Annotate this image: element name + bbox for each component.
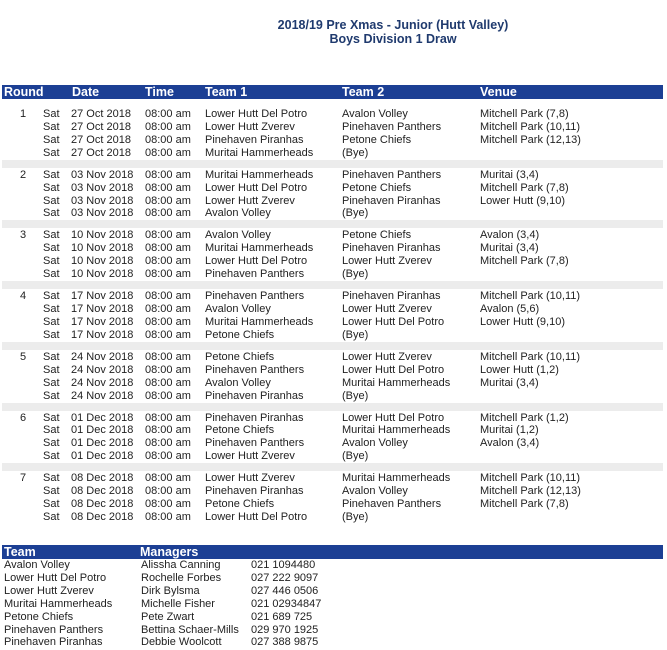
game-venue: Muritai (3,4) — [480, 376, 539, 389]
game-day: Sat — [43, 328, 60, 341]
game-date: 08 Dec 2018 — [71, 498, 134, 510]
game-team2: (Bye) — [342, 268, 369, 281]
game-team1: Lower Hutt Zverev — [205, 120, 295, 133]
game-time: 08:00 am — [145, 207, 191, 220]
game-date: 08 Dec 2018 — [71, 510, 134, 523]
game-team2: Pinehaven Panthers — [342, 168, 442, 181]
col-team2-header: Team 2 — [342, 85, 385, 99]
game-team1: Petone Chiefs — [205, 350, 275, 363]
game-day: Sat — [43, 376, 60, 389]
game-team1: Pinehaven Panthers — [205, 437, 305, 450]
game-venue: Mitchell Park (12,13) — [480, 485, 581, 498]
game-venue: Avalon (3,4) — [480, 437, 540, 450]
round-separator — [2, 463, 663, 471]
game-day: Sat — [43, 510, 60, 523]
manager-team: Lower Hutt Zverev — [4, 584, 94, 597]
round-number: 2 — [20, 168, 27, 181]
game-time: 08:00 am — [145, 510, 191, 523]
game-team1: Pinehaven Piranhas — [205, 133, 304, 146]
game-team2: Petone Chiefs — [342, 229, 412, 242]
game-team2: Pinehaven Piranhas — [342, 290, 441, 303]
game-time: 08:00 am — [145, 168, 191, 181]
game-venue: Mitchell Park (7,8) — [480, 181, 569, 194]
manager-phone: 029 970 1925 — [251, 623, 319, 636]
col-venue-header: Venue — [480, 85, 517, 99]
game-team1: Avalon Volley — [205, 303, 271, 315]
game-day: Sat — [43, 389, 60, 402]
game-team2: Avalon Volley — [342, 485, 408, 498]
game-team1: Muritai Hammerheads — [205, 168, 314, 181]
game-date: 17 Nov 2018 — [71, 290, 134, 303]
round-separator — [2, 160, 663, 168]
manager-team: Lower Hutt Del Potro — [4, 571, 107, 584]
game-venue: Lower Hutt (9,10) — [480, 315, 565, 328]
game-date: 17 Nov 2018 — [71, 315, 134, 328]
game-day: Sat — [43, 437, 60, 450]
game-time: 08:00 am — [145, 437, 191, 450]
game-date: 24 Nov 2018 — [71, 389, 134, 402]
game-team2: (Bye) — [342, 450, 369, 463]
game-team2: Pinehaven Panthers — [342, 498, 442, 510]
game-venue: Lower Hutt (9,10) — [480, 194, 565, 207]
game-day: Sat — [43, 498, 60, 510]
round-separator — [2, 403, 663, 411]
game-day: Sat — [43, 268, 60, 281]
game-team2: Lower Hutt Del Potro — [342, 363, 445, 376]
game-time: 08:00 am — [145, 133, 191, 146]
game-day: Sat — [43, 120, 60, 133]
game-time: 08:00 am — [145, 376, 191, 389]
game-team1: Petone Chiefs — [205, 328, 275, 341]
game-time: 08:00 am — [145, 424, 191, 437]
game-team2: Lower Hutt Del Potro — [342, 411, 445, 424]
game-date: 01 Dec 2018 — [71, 437, 134, 450]
game-day: Sat — [43, 315, 60, 328]
game-time: 08:00 am — [145, 328, 191, 341]
game-date: 24 Nov 2018 — [71, 376, 134, 389]
game-team1: Lower Hutt Zverev — [205, 472, 295, 485]
game-team1: Petone Chiefs — [205, 498, 275, 510]
game-team2: Pinehaven Piranhas — [342, 194, 441, 207]
game-date: 10 Nov 2018 — [71, 255, 134, 268]
manager-name: Bettina Schaer-Mills — [141, 623, 239, 636]
game-team1: Avalon Volley — [205, 376, 271, 389]
game-team2: Lower Hutt Del Potro — [342, 315, 445, 328]
game-team1: Pinehaven Piranhas — [205, 485, 304, 498]
round-number: 7 — [20, 472, 27, 485]
game-date: 08 Dec 2018 — [71, 472, 134, 485]
col-team1-header: Team 1 — [205, 85, 248, 99]
manager-phone: 027 222 9097 — [251, 571, 319, 584]
manager-team: Petone Chiefs — [4, 610, 74, 623]
manager-phone: 021 1094480 — [251, 559, 316, 571]
game-date: 17 Nov 2018 — [71, 328, 134, 341]
game-team1: Petone Chiefs — [205, 424, 275, 437]
manager-team: Muritai Hammerheads — [4, 597, 113, 610]
game-day: Sat — [43, 350, 60, 363]
game-day: Sat — [43, 207, 60, 220]
game-team2: Petone Chiefs — [342, 133, 412, 146]
game-time: 08:00 am — [145, 229, 191, 242]
game-day: Sat — [43, 472, 60, 485]
game-day: Sat — [43, 290, 60, 303]
game-time: 08:00 am — [145, 315, 191, 328]
game-team1: Pinehaven Piranhas — [205, 389, 304, 402]
game-team1: Avalon Volley — [205, 207, 271, 220]
game-date: 03 Nov 2018 — [71, 168, 134, 181]
game-team1: Pinehaven Panthers — [205, 363, 305, 376]
draw-title — [0, 18, 667, 46]
title-line-2: Boys Division 1 Draw — [329, 32, 457, 46]
game-day: Sat — [43, 303, 60, 315]
game-team1: Muritai Hammerheads — [205, 315, 314, 328]
managers-team-header: Team — [4, 545, 36, 559]
game-time: 08:00 am — [145, 363, 191, 376]
game-date: 01 Dec 2018 — [71, 450, 134, 463]
game-team1: Lower Hutt Del Potro — [205, 181, 308, 194]
game-date: 10 Nov 2018 — [71, 242, 134, 255]
game-team2: Avalon Volley — [342, 437, 408, 450]
game-team2: Lower Hutt Zverev — [342, 303, 432, 315]
round-separator — [2, 220, 663, 228]
game-day: Sat — [43, 242, 60, 255]
game-time: 08:00 am — [145, 255, 191, 268]
round-number: 4 — [20, 290, 27, 303]
game-time: 08:00 am — [145, 485, 191, 498]
game-time: 08:00 am — [145, 350, 191, 363]
game-day: Sat — [43, 146, 60, 159]
game-team1: Lower Hutt Zverev — [205, 450, 295, 463]
game-team1: Lower Hutt Del Potro — [205, 255, 308, 268]
game-date: 27 Oct 2018 — [71, 108, 131, 120]
game-time: 08:00 am — [145, 389, 191, 402]
game-venue: Lower Hutt (1,2) — [480, 363, 559, 376]
game-team2: Lower Hutt Zverev — [342, 255, 432, 268]
game-venue: Mitchell Park (10,11) — [480, 350, 581, 363]
round-number: 6 — [20, 411, 27, 424]
game-time: 08:00 am — [145, 290, 191, 303]
game-team2: (Bye) — [342, 328, 369, 341]
game-venue: Mitchell Park (10,11) — [480, 120, 581, 133]
game-date: 10 Nov 2018 — [71, 268, 134, 281]
game-venue: Muritai (3,4) — [480, 168, 539, 181]
game-date: 24 Nov 2018 — [71, 363, 134, 376]
game-venue: Muritai (3,4) — [480, 242, 539, 255]
game-day: Sat — [43, 424, 60, 437]
managers-name-header: Managers — [140, 545, 199, 559]
manager-team: Avalon Volley — [4, 559, 70, 571]
game-date: 08 Dec 2018 — [71, 485, 134, 498]
round-separator — [2, 342, 663, 350]
round-number: 3 — [20, 229, 27, 242]
round-number: 5 — [20, 350, 27, 363]
game-venue: Avalon (3,4) — [480, 229, 540, 242]
game-time: 08:00 am — [145, 146, 191, 159]
game-date: 03 Nov 2018 — [71, 207, 134, 220]
manager-name: Pete Zwart — [141, 610, 195, 623]
game-time: 08:00 am — [145, 194, 191, 207]
game-venue: Mitchell Park (1,2) — [480, 411, 569, 424]
game-venue: Avalon (5,6) — [480, 303, 540, 315]
manager-phone: 027 446 0506 — [251, 584, 319, 597]
game-team2: Lower Hutt Zverev — [342, 350, 432, 363]
game-day: Sat — [43, 255, 60, 268]
game-team1: Pinehaven Panthers — [205, 268, 305, 281]
game-time: 08:00 am — [145, 120, 191, 133]
game-venue: Mitchell Park (10,11) — [480, 472, 581, 485]
game-time: 08:00 am — [145, 108, 191, 120]
game-time: 08:00 am — [145, 181, 191, 194]
manager-name: Dirk Bylsma — [141, 584, 200, 597]
game-day: Sat — [43, 133, 60, 146]
game-team1: Pinehaven Panthers — [205, 290, 305, 303]
game-time: 08:00 am — [145, 472, 191, 485]
game-team2: Petone Chiefs — [342, 181, 412, 194]
manager-name: Michelle Fisher — [141, 597, 215, 610]
game-team1: Muritai Hammerheads — [205, 146, 314, 159]
manager-team: Pinehaven Panthers — [4, 623, 104, 636]
game-date: 10 Nov 2018 — [71, 229, 134, 242]
game-day: Sat — [43, 363, 60, 376]
game-day: Sat — [43, 168, 60, 181]
game-date: 03 Nov 2018 — [71, 194, 134, 207]
game-venue: Muritai (1,2) — [480, 424, 539, 437]
game-team2: (Bye) — [342, 207, 369, 220]
game-venue: Mitchell Park (7,8) — [480, 108, 569, 120]
game-date: 17 Nov 2018 — [71, 303, 134, 315]
game-team2: Muritai Hammerheads — [342, 472, 451, 485]
game-team2: Pinehaven Piranhas — [342, 242, 441, 255]
manager-name: Alissha Canning — [141, 559, 221, 571]
game-date: 03 Nov 2018 — [71, 181, 134, 194]
game-team1: Pinehaven Piranhas — [205, 411, 304, 424]
game-date: 27 Oct 2018 — [71, 120, 131, 133]
game-date: 01 Dec 2018 — [71, 411, 134, 424]
manager-team: Pinehaven Piranhas — [4, 636, 103, 649]
game-team2: Pinehaven Panthers — [342, 120, 442, 133]
col-round-header: Round — [4, 85, 44, 99]
game-day: Sat — [43, 485, 60, 498]
manager-phone: 021 689 725 — [251, 610, 313, 623]
game-time: 08:00 am — [145, 450, 191, 463]
game-venue: Mitchell Park (7,8) — [480, 255, 569, 268]
game-date: 01 Dec 2018 — [71, 424, 134, 437]
title-line-1: 2018/19 Pre Xmas - Junior (Hutt Valley) — [277, 18, 509, 32]
manager-phone: 027 388 9875 — [251, 636, 319, 649]
manager-name: Rochelle Forbes — [141, 571, 222, 584]
game-date: 27 Oct 2018 — [71, 133, 131, 146]
game-day: Sat — [43, 108, 60, 120]
game-time: 08:00 am — [145, 268, 191, 281]
game-team2: Muritai Hammerheads — [342, 424, 451, 437]
manager-name: Debbie Woolcott — [141, 636, 222, 649]
game-team2: (Bye) — [342, 510, 369, 523]
game-time: 08:00 am — [145, 303, 191, 315]
game-team2: Muritai Hammerheads — [342, 376, 451, 389]
game-venue: Mitchell Park (7,8) — [480, 498, 569, 510]
game-team2: Avalon Volley — [342, 108, 408, 120]
draw-table-header — [2, 85, 663, 99]
game-day: Sat — [43, 450, 60, 463]
col-time-header: Time — [145, 85, 174, 99]
round-separator — [2, 281, 663, 289]
managers-table-header — [2, 545, 663, 559]
col-date-header: Date — [72, 85, 100, 99]
game-time: 08:00 am — [145, 242, 191, 255]
round-number: 1 — [20, 108, 27, 120]
game-team1: Lower Hutt Del Potro — [205, 108, 308, 120]
game-date: 27 Oct 2018 — [71, 146, 131, 159]
game-time: 08:00 am — [145, 498, 191, 510]
game-team1: Lower Hutt Zverev — [205, 194, 295, 207]
game-time: 08:00 am — [145, 411, 191, 424]
game-date: 24 Nov 2018 — [71, 350, 134, 363]
game-venue: Mitchell Park (10,11) — [480, 290, 581, 303]
game-day: Sat — [43, 194, 60, 207]
game-day: Sat — [43, 229, 60, 242]
game-team1: Muritai Hammerheads — [205, 242, 314, 255]
game-day: Sat — [43, 181, 60, 194]
game-day: Sat — [43, 411, 60, 424]
game-team2: (Bye) — [342, 146, 369, 159]
game-team1: Avalon Volley — [205, 229, 271, 242]
game-venue: Mitchell Park (12,13) — [480, 133, 581, 146]
game-team2: (Bye) — [342, 389, 369, 402]
game-team1: Lower Hutt Del Potro — [205, 510, 308, 523]
manager-phone: 021 02934847 — [251, 597, 322, 610]
